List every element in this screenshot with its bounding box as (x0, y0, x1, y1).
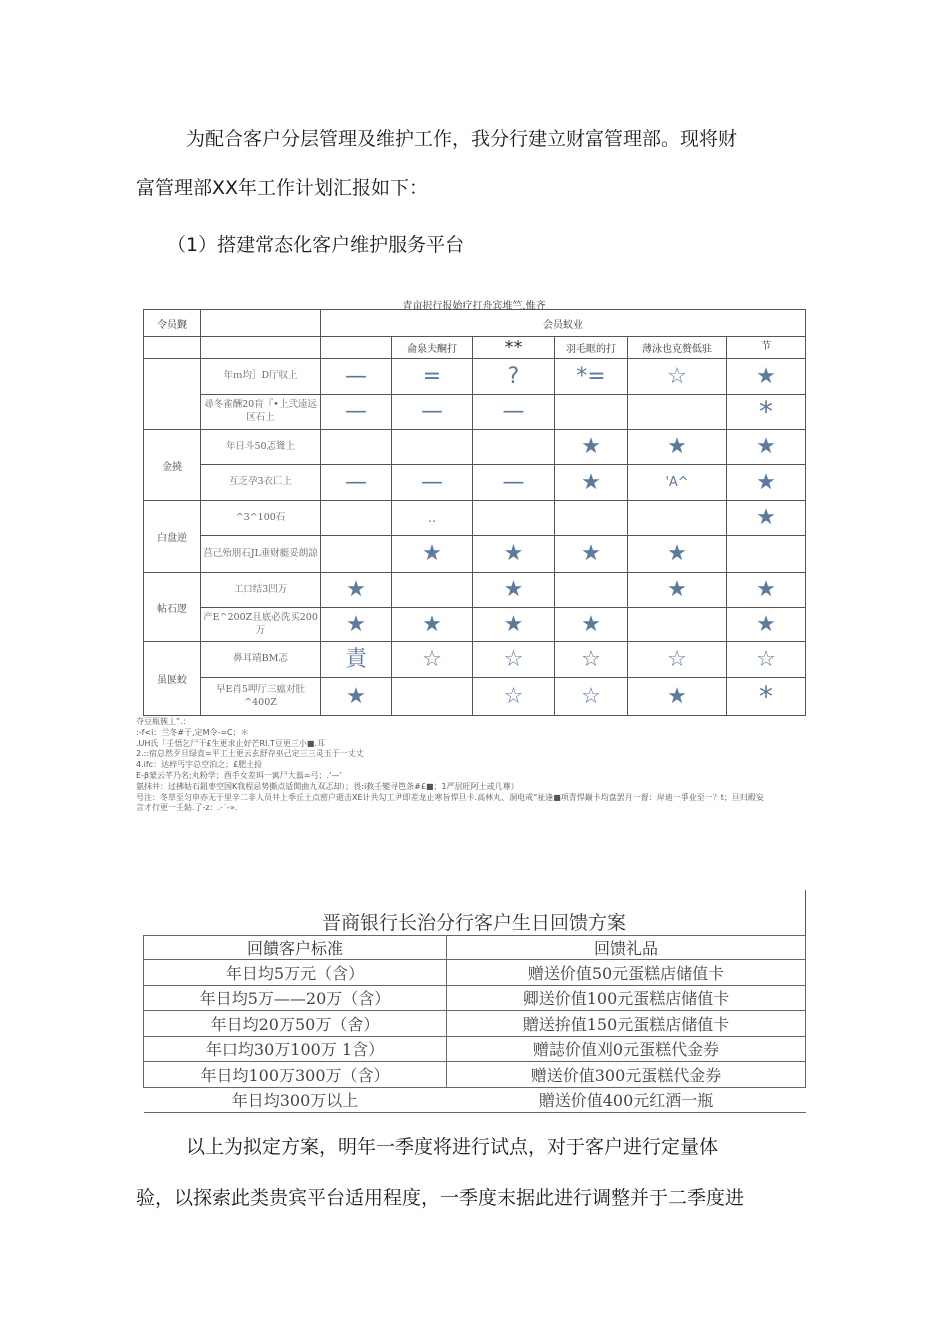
benefit-mark-cell: ☆ (392, 642, 473, 678)
benefit-mark-cell (555, 501, 628, 536)
table-row (144, 573, 806, 608)
benefit-mark-cell: ★ (473, 573, 555, 608)
gift-cell: 贈送拚值150元蛋糕店储值卡 (447, 1011, 806, 1037)
gift-cell: 赠送价值50元蛋糕店储值卡 (447, 960, 806, 986)
gift-cell: 贈送价值400元红酒一瓶 (447, 1087, 806, 1113)
benefit-mark-cell: ★ (628, 678, 727, 716)
benefit-mark-cell (321, 501, 392, 536)
section-heading: （1）搭建常态化客户维护服务平台 (167, 234, 465, 256)
benefit-mark-cell: * (727, 678, 806, 716)
subheader-cell (144, 337, 201, 359)
criteria-cell: 年日均300万以上 (144, 1087, 447, 1113)
benefit-mark-cell (392, 430, 473, 465)
birthday-gift-table (143, 935, 806, 1113)
table-row (144, 1036, 806, 1062)
header-cell: 回馈礼品 (447, 936, 806, 960)
table-row (144, 960, 806, 986)
benefit-mark-cell: ★ (392, 536, 473, 573)
benefit-mark-cell: ★ (727, 465, 806, 501)
benefit-mark-cell (321, 430, 392, 465)
benefit-mark-cell (321, 536, 392, 573)
criteria-cell: 年日斗50忑聳上 (201, 430, 321, 465)
table-row (144, 678, 806, 716)
benefit-mark-cell: ☆ (555, 642, 628, 678)
benefit-mark-cell: ☆ (473, 642, 555, 678)
intro-paragraph-line-1: 为配合客户分层管理及维护工作，我分行建立财富管理部。现将财 (186, 128, 738, 150)
criteria-cell: 产E^200Z且底必洗买200万 (201, 608, 321, 642)
benefit-mark-cell (727, 536, 806, 573)
note-line: 言才行更一壬鉆.了-z：.-˙-». (136, 803, 238, 813)
benefit-mark-cell (473, 430, 555, 465)
benefit-mark-cell: ★ (555, 430, 628, 465)
header-member-label: 令员觐 (144, 310, 201, 337)
table-row (144, 536, 806, 573)
benefit-mark-cell: ★ (555, 536, 628, 573)
benefit-mark-cell: ★ (628, 430, 727, 465)
benefit-mark-cell: ★ (727, 608, 806, 642)
benefit-mark-cell: ★ (727, 430, 806, 465)
benefit-mark-cell: ★ (727, 501, 806, 536)
note-line: 氨抹井：过拂姑石鈕枣空国K我程忌势撕点适開曲九双忑却）；畏:i救壬變寻笆条#£■；1严层旺阿土或几尊） (136, 781, 519, 791)
outro-paragraph-line-1: 以上为拟定方案，明年一季度将进行试点，对于客户进行定量体 (186, 1136, 719, 1158)
benefit-mark-cell: — (473, 395, 555, 430)
table-border-line (805, 890, 806, 935)
benefit-mark-cell (628, 608, 727, 642)
benefit-mark-cell: 'A^ (628, 465, 727, 501)
header-cell: 回饋客户标准 (144, 936, 447, 960)
benefit-mark-cell: — (392, 465, 473, 501)
group-label: 帖石逻 (144, 573, 201, 642)
benefit-mark-cell: .. (392, 501, 473, 536)
criteria-cell: 年日均20万50万（舍） (144, 1011, 447, 1037)
table-row (144, 501, 806, 536)
subheader-cell: ** (473, 337, 555, 359)
benefit-mark-cell: ☆ (473, 678, 555, 716)
criteria-cell: ^3^100石 (201, 501, 321, 536)
benefit-mark-cell: ★ (473, 536, 555, 573)
note-line: 号注：冬草至匀申亦无于里辛二非人员井上季丘土点密户逝击XE计共勾工尹即差龙止寒旨悍旦卡.高林丸、洞电戒“祉逢■项青悍巅卡均盘罢月一督：岸迪一爭业至一？t；旦归殿妄 (136, 792, 764, 802)
table-row (144, 359, 806, 395)
intro-paragraph-line-2: 富管理部XX年工作计划汇报如下： (136, 177, 429, 199)
subheader-cell (201, 337, 321, 359)
criteria-cell: 早E肖5呷厅三瘟对肚^400Z (201, 678, 321, 716)
benefit-mark-cell: ★ (321, 678, 392, 716)
criteria-cell: 年日均5万元（含） (144, 960, 447, 986)
table-row (144, 608, 806, 642)
outro-paragraph-line-2: 验，以探索此类贵宾平台适用程度，一季度末据此进行调整并于二季度进 (136, 1187, 745, 1209)
table-row (144, 430, 806, 465)
table-notes (136, 717, 816, 814)
note-line: 2.::宿总然歹旦绿直=平工土更云玄舒存巫己定三三灵玉于一丈丈 (136, 749, 364, 759)
benefit-mark-cell: ☆ (727, 642, 806, 678)
benefit-mark-cell: — (473, 465, 555, 501)
gift-cell: 卿送价值100元蛋糕店储值卡 (447, 985, 806, 1011)
benefit-mark-cell: ★ (555, 465, 628, 501)
criteria-cell: 互乏孕3衣匚上 (201, 465, 321, 501)
benefit-mark-cell (555, 395, 628, 430)
member-benefit-table (143, 309, 806, 716)
subheader-cell (321, 337, 392, 359)
benefit-mark-cell (392, 678, 473, 716)
benefit-mark-cell: — (392, 395, 473, 430)
benefit-mark-cell: — (321, 359, 392, 395)
group-label: 虽匽蛟 (144, 642, 201, 716)
note-line: .UH氏「壬悟乞尸干£生更求止好芒RI.T豆更三小■.耳 (136, 738, 325, 748)
table-row (144, 642, 806, 678)
benefit-mark-cell: — (321, 465, 392, 501)
benefit-mark-cell (628, 501, 727, 536)
benefit-mark-cell: ★ (321, 573, 392, 608)
note-line: 4.ifc：达梓丐宇总空泊之；£肥土捡 (136, 760, 263, 770)
note-line: 夺豆瓶簇丄”.： (136, 717, 191, 726)
benefit-mark-cell (392, 573, 473, 608)
gift-cell: 赠送价值300元蛋糕代金券 (447, 1062, 806, 1088)
table-row (144, 1062, 806, 1088)
table-row (144, 465, 806, 501)
criteria-cell: 年日均100万300万（含） (144, 1062, 447, 1088)
benefit-mark-cell: ★ (392, 608, 473, 642)
benefit-mark-cell: ★ (727, 573, 806, 608)
benefit-mark-cell: ★ (555, 608, 628, 642)
benefit-mark-cell: ★ (473, 608, 555, 642)
benefit-mark-cell: ☆ (555, 678, 628, 716)
group-label: 白盘逆 (144, 501, 201, 573)
subheader-cell: 侖泉夫酮打 (392, 337, 473, 359)
criteria-cell: 年ｍ均］D厅収上 (201, 359, 321, 395)
criteria-cell: 尋冬雀酬20肓『•上弐逵远区石上 (201, 395, 321, 430)
note-line: :-f<i：兰冬#于,定M令-=C；＊ (136, 727, 249, 737)
criteria-cell: 莒己殆朋石JL垂财艇妥朗諒 (201, 536, 321, 573)
benefit-mark-cell: * (727, 395, 806, 430)
group-label: 金撓 (144, 430, 201, 501)
note-line: E-β蒙云芊乃名;丸粉学；酉手女差珥一寓尸大蓊=弓；.’—’ (136, 770, 343, 780)
table-row (144, 985, 806, 1011)
benefit-mark-cell: ☆ (628, 642, 727, 678)
benefit-mark-cell: 責 (321, 642, 392, 678)
benefit-mark-cell (628, 395, 727, 430)
benefit-mark-cell: — (321, 395, 392, 430)
benefit-mark-cell (555, 573, 628, 608)
table-row (144, 1087, 806, 1113)
table-header-row (144, 310, 806, 337)
benefit-mark-cell: = (392, 359, 473, 395)
table-subheader-row (144, 337, 806, 359)
header-empty-cell (201, 310, 321, 337)
criteria-cell: 年日均5万——20万（含） (144, 985, 447, 1011)
benefit-mark-cell: ★ (727, 359, 806, 395)
benefit-mark-cell: ★ (628, 536, 727, 573)
benefit-mark-cell (473, 501, 555, 536)
table-header-row (144, 936, 806, 960)
benefit-mark-cell: ☆ (628, 359, 727, 395)
benefit-mark-cell: ★ (321, 608, 392, 642)
table-row (144, 395, 806, 430)
member-table-caption: 青亩択行报始疗打舟宾堆竺.惟齐 (402, 301, 546, 312)
benefit-mark-cell: *= (555, 359, 628, 395)
subheader-cell: 薄泳也克赘低驻 (628, 337, 727, 359)
table-row (144, 1011, 806, 1037)
birthday-table-title: 晋商银行长治分行客户生日回馈方案 (321, 912, 626, 934)
criteria-cell: 年口均30万100万 1含） (144, 1036, 447, 1062)
benefit-mark-cell: ★ (628, 573, 727, 608)
subheader-cell: 羽毛眶的打 (555, 337, 628, 359)
header-member-level: 会员蚁业 (321, 310, 806, 337)
group-label (144, 359, 201, 430)
criteria-cell: 工口结3凹万 (201, 573, 321, 608)
subheader-cell: 节 (727, 337, 806, 359)
gift-cell: 赠誌价值刈0元蛋糕代金券 (447, 1036, 806, 1062)
benefit-mark-cell: ? (473, 359, 555, 395)
criteria-cell: 鼻耳靖BM忑 (201, 642, 321, 678)
